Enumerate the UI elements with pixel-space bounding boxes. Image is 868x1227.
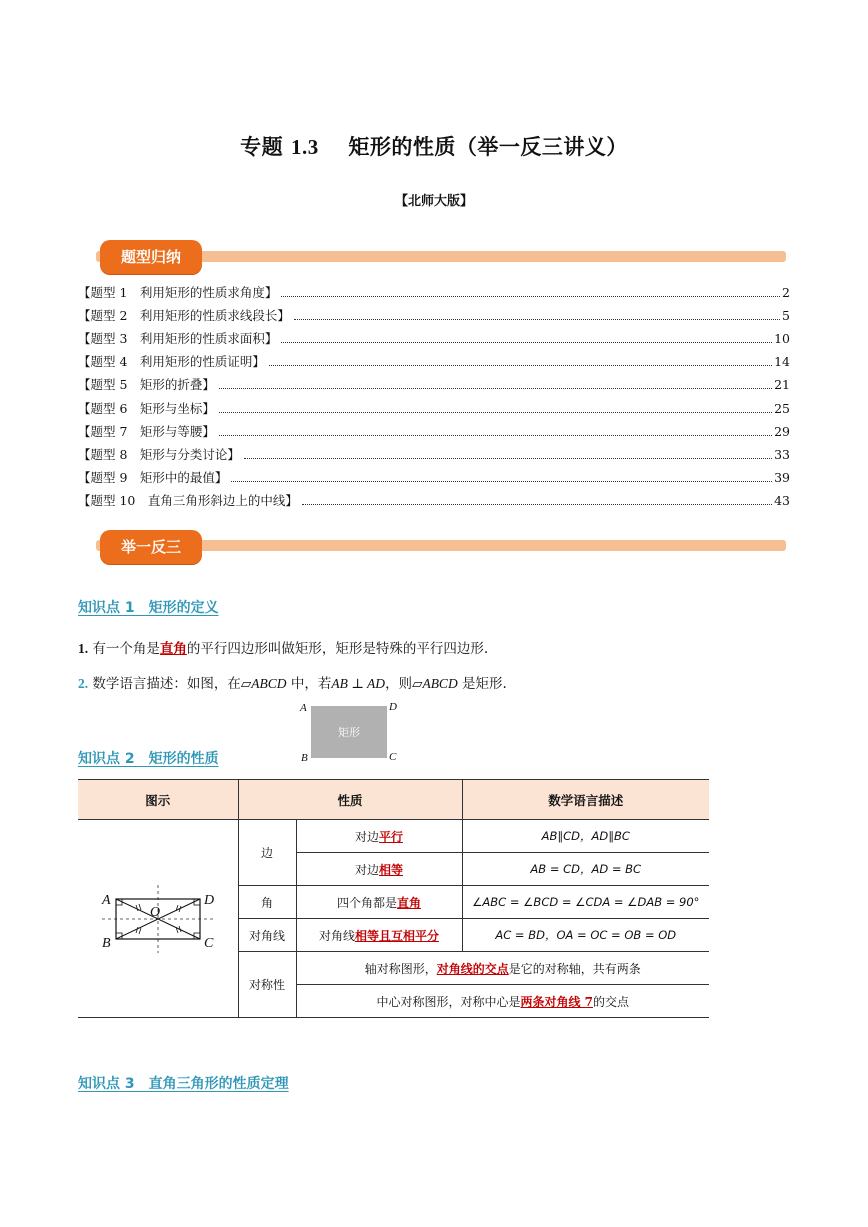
angle-math: ∠ABC = ∠BCD = ∠CDA = ∠DAB = 90° [462, 886, 709, 919]
symmetry-axis-text-b: 是它的对称轴，共有两条 [508, 961, 641, 976]
table-of-contents [78, 280, 790, 511]
toc-item-label[interactable]: 【题型 9 矩形中的最值】 [78, 469, 228, 485]
toc-dot-leader [281, 295, 780, 297]
p2-math-2: AB ⊥ AD [331, 676, 386, 691]
p2-text-d: 是矩形. [462, 676, 507, 692]
side-parallel-text: 对边 [354, 829, 379, 844]
side-equal-cell [296, 853, 462, 886]
diagram-cell [78, 820, 238, 1018]
toc-item[interactable] [78, 395, 790, 418]
toc-item-page[interactable]: 33 [774, 446, 790, 462]
title-prefix: 专题 [240, 135, 284, 159]
symmetry-center-text-a: 中心对称图形，对称中心是 [376, 994, 521, 1009]
p2-text-c: ，则 [385, 676, 413, 692]
toc-item-page[interactable]: 21 [774, 377, 790, 393]
rectangle-figure [300, 700, 405, 766]
knowledge-point-2-title: 知识点 2 矩形的性质 [78, 751, 219, 767]
title-number: 1.3 [290, 135, 319, 159]
toc-item[interactable] [78, 349, 790, 372]
toc-item-page[interactable]: 2 [782, 285, 790, 301]
header-math: 数学语言描述 [462, 780, 709, 820]
toc-item-label[interactable]: 【题型 10 直角三角形斜边上的中线】 [78, 492, 298, 508]
section-badge-toc: 题型归纳 [100, 240, 202, 274]
toc-dot-leader [302, 503, 772, 505]
diagram-label-b: B [101, 935, 111, 951]
fig-label-d: D [389, 701, 397, 713]
toc-item-page[interactable]: 25 [774, 400, 790, 416]
toc-dot-leader [219, 411, 772, 413]
symmetry-axis-cell [296, 952, 709, 985]
fig-label-b: B [301, 752, 308, 764]
header-diagram: 图示 [78, 780, 238, 820]
side-parallel-highlight: 平行 [379, 829, 404, 844]
fig-label-a: A [300, 702, 307, 714]
edition-label: 【北师大版】 [394, 194, 473, 209]
toc-item-label[interactable]: 【题型 5 矩形的折叠】 [78, 377, 215, 393]
toc-dot-leader [281, 341, 772, 343]
toc-dot-leader [269, 364, 772, 366]
symmetry-center-highlight: 两条对角线 7 [520, 994, 594, 1009]
knowledge-point-1-title: 知识点 1 矩形的定义 [78, 600, 219, 616]
side-equal-highlight: 相等 [379, 862, 404, 877]
toc-dot-leader [219, 434, 772, 436]
p2-math-3: ▱ABCD [412, 676, 458, 691]
toc-item[interactable] [78, 488, 790, 511]
side-parallel-cell [296, 820, 462, 853]
toc-item[interactable] [78, 442, 790, 465]
header-property: 性质 [238, 780, 462, 820]
angle-label: 角 [238, 886, 296, 919]
p1-number: 1. [78, 641, 89, 656]
symmetry-center-text-b: 的交点 [593, 994, 630, 1009]
toc-dot-leader [231, 480, 772, 482]
page-title [0, 131, 868, 161]
toc-item-page[interactable]: 39 [774, 469, 790, 485]
toc-dot-leader [219, 387, 772, 389]
section-badge-practice: 举一反三 [100, 530, 202, 564]
toc-item-label[interactable]: 【题型 2 利用矩形的性质求线段长】 [78, 308, 290, 324]
toc-item-label[interactable]: 【题型 7 矩形与等腰】 [78, 423, 215, 439]
kp1-paragraph-1 [78, 637, 488, 657]
symmetry-axis-text-a: 轴对称图形， [364, 961, 437, 976]
symmetry-center-cell [296, 985, 709, 1018]
toc-item[interactable] [78, 280, 790, 303]
side-label: 边 [238, 820, 296, 886]
toc-item[interactable] [78, 419, 790, 442]
toc-item-page[interactable]: 14 [774, 354, 790, 370]
p2-text-a: 数学语言描述：如图，在 [92, 676, 241, 692]
diagram-label-d: D [203, 892, 214, 908]
toc-item-page[interactable]: 10 [774, 331, 790, 347]
knowledge-point-3-title: 知识点 3 直角三角形的性质定理 [78, 1076, 289, 1092]
p2-text-b: 中，若 [290, 676, 332, 692]
rectangle-diagram [98, 881, 218, 957]
angle-cell [296, 886, 462, 919]
angle-highlight: 直角 [397, 895, 422, 910]
rectangle-label: 矩形 [338, 726, 360, 739]
toc-item-label[interactable]: 【题型 6 矩形与坐标】 [78, 400, 215, 416]
properties-table [78, 779, 709, 1018]
toc-item-label[interactable]: 【题型 4 利用矩形的性质证明】 [78, 354, 265, 370]
side-parallel-math: AB∥CD，AD∥BC [462, 820, 709, 853]
p1-text-b: 的平行四边形叫做矩形，矩形是特殊的平行四边形. [186, 641, 489, 657]
title-text: 矩形的性质（举一反三讲义） [348, 135, 628, 159]
symmetry-axis-highlight: 对角线的交点 [436, 961, 509, 976]
toc-dot-leader [294, 318, 780, 320]
toc-item-label[interactable]: 【题型 3 利用矩形的性质求面积】 [78, 331, 278, 347]
kp1-paragraph-2 [78, 672, 507, 692]
toc-item-page[interactable]: 5 [782, 308, 790, 324]
toc-item-page[interactable]: 29 [774, 423, 790, 439]
diagram-label-o: O [149, 904, 160, 920]
diagonal-highlight: 相等且互相平分 [355, 928, 440, 943]
p1-text-a: 有一个角是 [92, 641, 160, 657]
toc-item[interactable] [78, 372, 790, 395]
toc-item[interactable] [78, 303, 790, 326]
side-equal-math: AB = CD，AD = BC [462, 853, 709, 886]
toc-item[interactable] [78, 326, 790, 349]
toc-item-label[interactable]: 【题型 1 利用矩形的性质求角度】 [78, 285, 278, 301]
diagonal-cell [296, 919, 462, 952]
toc-item[interactable] [78, 465, 790, 488]
symmetry-label: 对称性 [238, 952, 296, 1018]
toc-item-page[interactable]: 43 [774, 492, 790, 508]
toc-dot-leader [244, 457, 772, 459]
angle-text: 四个角都是 [336, 895, 397, 910]
diagram-label-c: C [203, 935, 214, 951]
p2-math-1: ▱ABCD [240, 676, 287, 691]
side-equal-text: 对边 [354, 862, 379, 877]
p1-highlight: 直角 [159, 641, 187, 657]
diagonal-label: 对角线 [238, 919, 296, 952]
fig-label-c: C [389, 751, 397, 763]
diagram-label-a: A [101, 892, 111, 908]
diagonal-text: 对角线 [318, 928, 355, 943]
p2-number: 2. [78, 676, 89, 691]
toc-item-label[interactable]: 【题型 8 矩形与分类讨论】 [78, 446, 240, 462]
diagonal-math: AC = BD，OA = OC = OB = OD [462, 919, 709, 952]
